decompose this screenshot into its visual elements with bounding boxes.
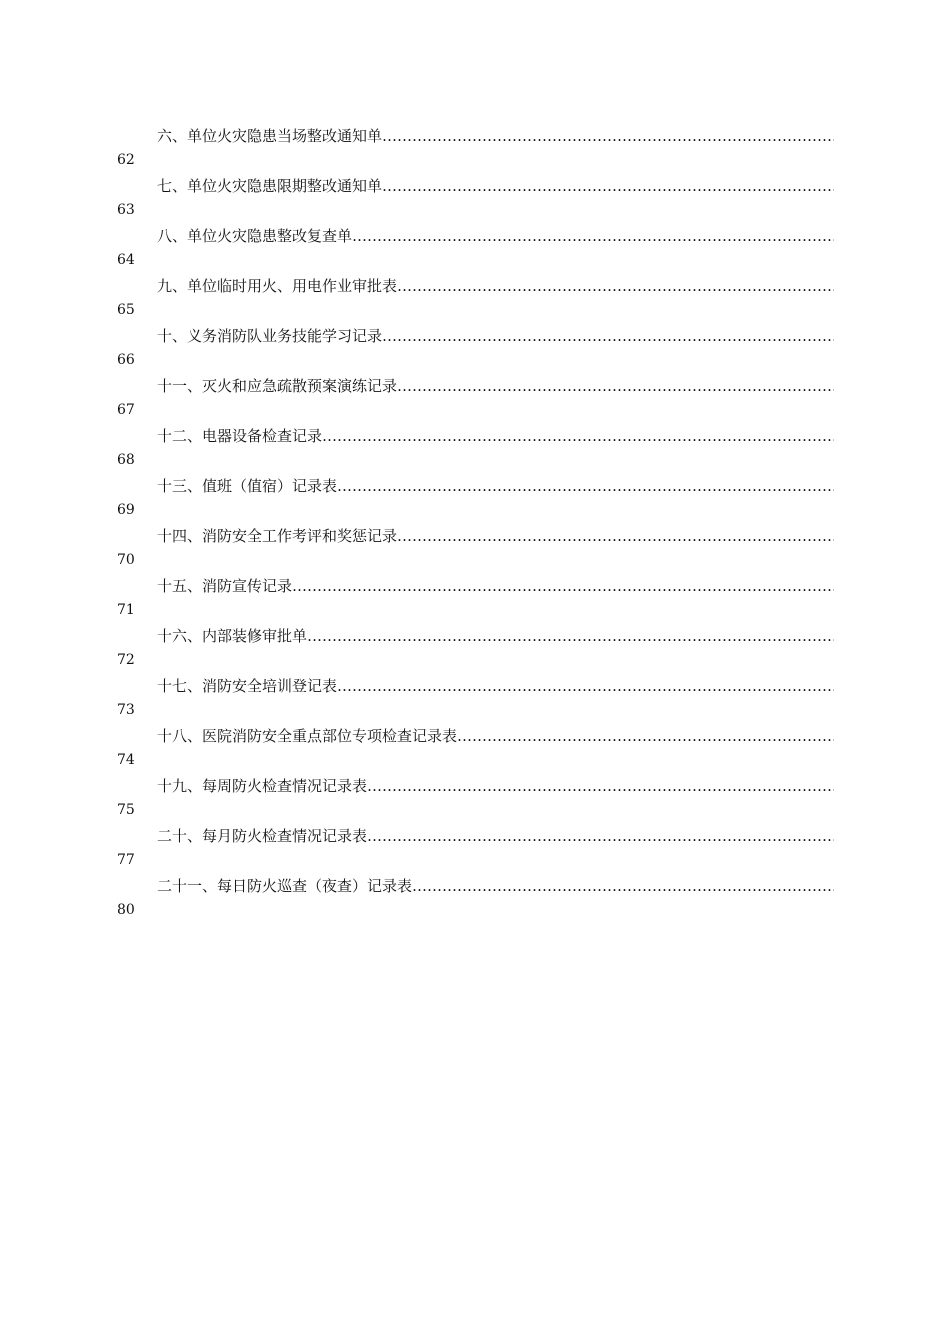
- toc-entry-page: 69: [117, 502, 135, 518]
- toc-entry[interactable]: [0, 676, 950, 726]
- toc-entry-page: 70: [117, 552, 135, 568]
- toc-entry-page: 74: [117, 752, 135, 768]
- toc-entry-page: 62: [117, 152, 135, 168]
- toc-entry-title[interactable]: 十八、医院消防安全重点部位专项检查记录表 …………………………………………………………………………………………………………………………………………………………………………: [157, 726, 834, 746]
- toc-entry[interactable]: [0, 776, 950, 826]
- toc-entry-page: 71: [117, 602, 135, 618]
- toc-entry[interactable]: [0, 376, 950, 426]
- toc-entry-page: 72: [117, 652, 135, 668]
- toc-entry[interactable]: [0, 276, 950, 326]
- toc-entry[interactable]: [0, 476, 950, 526]
- toc-entry-title[interactable]: 七、单位火灾隐患限期整改通知单 …………………………………………………………………………………………………………………………………………………………………………: [157, 176, 834, 196]
- toc-entry[interactable]: [0, 176, 950, 226]
- toc-entry-title[interactable]: 二十一、每日防火巡查（夜查）记录表 …………………………………………………………………………………………………………………………………………………………………………: [157, 876, 834, 896]
- toc-entry[interactable]: [0, 326, 950, 376]
- toc-entry[interactable]: [0, 226, 950, 276]
- toc-entry-page: 75: [117, 802, 135, 818]
- toc-entry-title[interactable]: 十、义务消防队业务技能学习记录 …………………………………………………………………………………………………………………………………………………………………………: [157, 326, 834, 346]
- toc-entry-title[interactable]: 十四、消防安全工作考评和奖惩记录 …………………………………………………………………………………………………………………………………………………………………………: [157, 526, 834, 546]
- toc-entry-page: 80: [117, 902, 135, 918]
- toc-entry[interactable]: [0, 126, 950, 176]
- toc-entry[interactable]: [0, 526, 950, 576]
- toc-entry-page: 67: [117, 402, 135, 418]
- toc-entry-page: 65: [117, 302, 135, 318]
- toc-entry[interactable]: [0, 826, 950, 876]
- toc-entry-page: 68: [117, 452, 135, 468]
- toc-entry-title[interactable]: 十七、消防安全培训登记表 …………………………………………………………………………………………………………………………………………………………………………: [157, 676, 834, 696]
- toc-entry-page: 63: [117, 202, 135, 218]
- toc-entry-title[interactable]: 八、单位火灾隐患整改复查单 …………………………………………………………………………………………………………………………………………………………………………: [157, 226, 834, 246]
- toc-entry-title[interactable]: 十九、每周防火检查情况记录表 …………………………………………………………………………………………………………………………………………………………………………: [157, 776, 834, 796]
- toc-entry[interactable]: [0, 876, 950, 926]
- toc-entry-page: 66: [117, 352, 135, 368]
- toc-entry-title[interactable]: 二十、每月防火检查情况记录表 …………………………………………………………………………………………………………………………………………………………………………: [157, 826, 834, 846]
- toc-entry-title[interactable]: 十六、内部装修审批单 …………………………………………………………………………………………………………………………………………………………………………: [157, 626, 834, 646]
- toc-entry-title[interactable]: 九、单位临时用火、用电作业审批表 …………………………………………………………………………………………………………………………………………………………………………: [157, 276, 834, 296]
- toc-entry-title[interactable]: 十一、灭火和应急疏散预案演练记录 …………………………………………………………………………………………………………………………………………………………………………: [157, 376, 834, 396]
- toc-entry-title[interactable]: 十二、电器设备检查记录 …………………………………………………………………………………………………………………………………………………………………………: [157, 426, 834, 446]
- toc-entry-title[interactable]: 十三、值班（值宿）记录表 …………………………………………………………………………………………………………………………………………………………………………: [157, 476, 834, 496]
- toc-entry-title[interactable]: 六、单位火灾隐患当场整改通知单 …………………………………………………………………………………………………………………………………………………………………………: [157, 126, 834, 146]
- toc-entry-page: 73: [117, 702, 135, 718]
- toc-entry[interactable]: [0, 576, 950, 626]
- toc-entry-title[interactable]: 十五、消防宣传记录 …………………………………………………………………………………………………………………………………………………………………………: [157, 576, 834, 596]
- toc-entry[interactable]: [0, 426, 950, 476]
- toc-entry-page: 64: [117, 252, 135, 268]
- toc-entry[interactable]: [0, 726, 950, 776]
- toc-entry-page: 77: [117, 852, 135, 868]
- toc-entry[interactable]: [0, 626, 950, 676]
